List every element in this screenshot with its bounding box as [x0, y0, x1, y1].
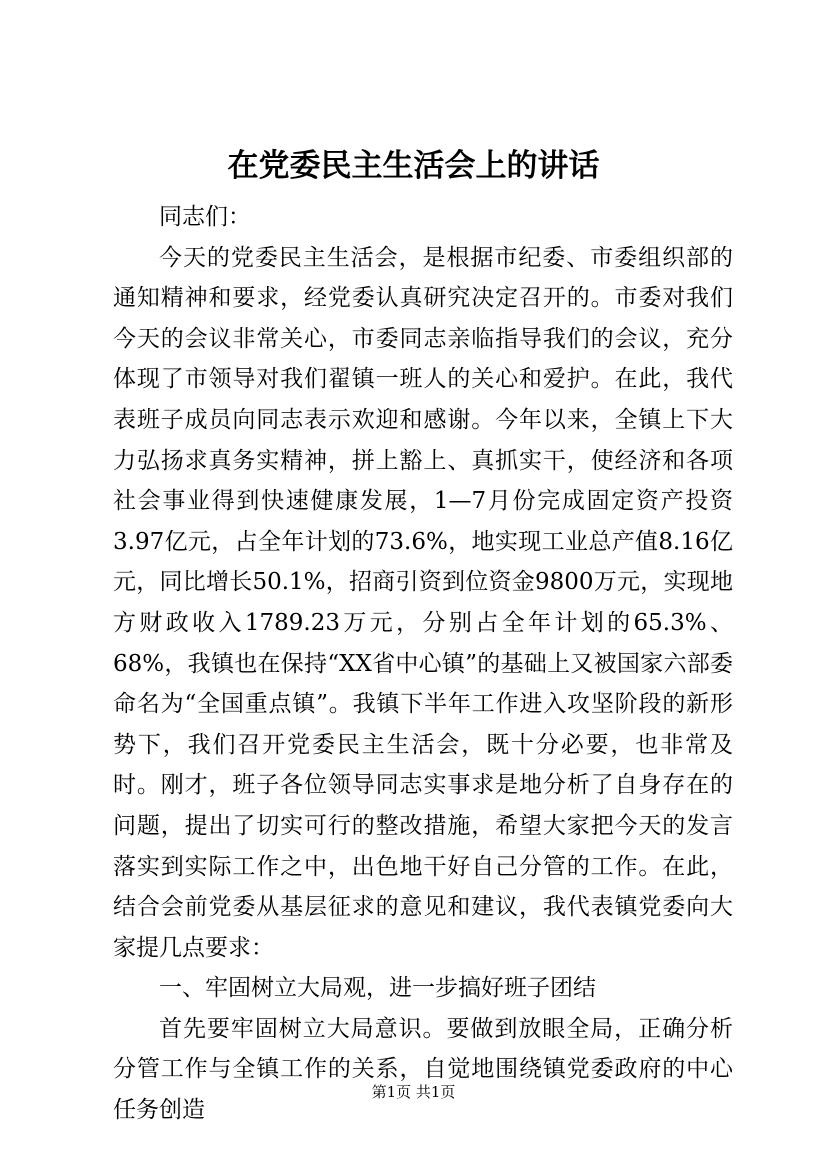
- document-title: 在党委民主生活会上的讲话: [227, 148, 600, 184]
- section-heading-1: 一、牢固树立大局观，进一步搞好班子团结: [159, 975, 596, 1002]
- paragraph-2: 首先要牢固树立大局意识。要做到放眼全局，正确分析分管工作与全镇工作的关系，自觉地围绕镇党委政府的中心任务创造: [113, 1015, 733, 1124]
- salutation: 同志们：: [159, 204, 251, 230]
- document-body: [113, 197, 733, 1131]
- paragraph-1: 今天的党委民主生活会，是根据市纪委、市委组织部的通知精神和要求，经党委认真研究决定召开的。市委对我们今天的会议非常关心，市委同志亲临指导我们的会议，充分体现了市领导对我们翟镇一班人的关心和爱护。在此，我代表班子成员向同志表示欢迎和感谢。今年以来，全镇上下大力弘扬求真务实精神，拼上豁上、真抓实干，使经济和各项社会事业得到快速健康发展，1—7月份完成固定资产投资3.97亿元，占全年计划的73.6%，地实现工业总产值8.16亿元，同比增长50.1%，招商引资到位资金9800万元，实现地方财政收入1789.23万元，分别占全年计划的65.3%、68%，我镇也在保持“XX省中心镇”的基础上又被国家六部委命名为“全国重点镇”。我镇下半年工作进入攻坚阶段的新形势下，我们召开党委民主生活会，既十分必要，也非常及时。刚才，班子各位领导同志实事求是地分析了自身存在的问题，提出了切实可行的整改措施，希望大家把今天的发言落实到实际工作之中，出色地干好自己分管的工作。在此，结合会前党委从基层征求的意见和建议，我代表镇党委向大家提几点要求：: [113, 244, 733, 961]
- page-footer: 第1页 共1页: [371, 1083, 456, 1101]
